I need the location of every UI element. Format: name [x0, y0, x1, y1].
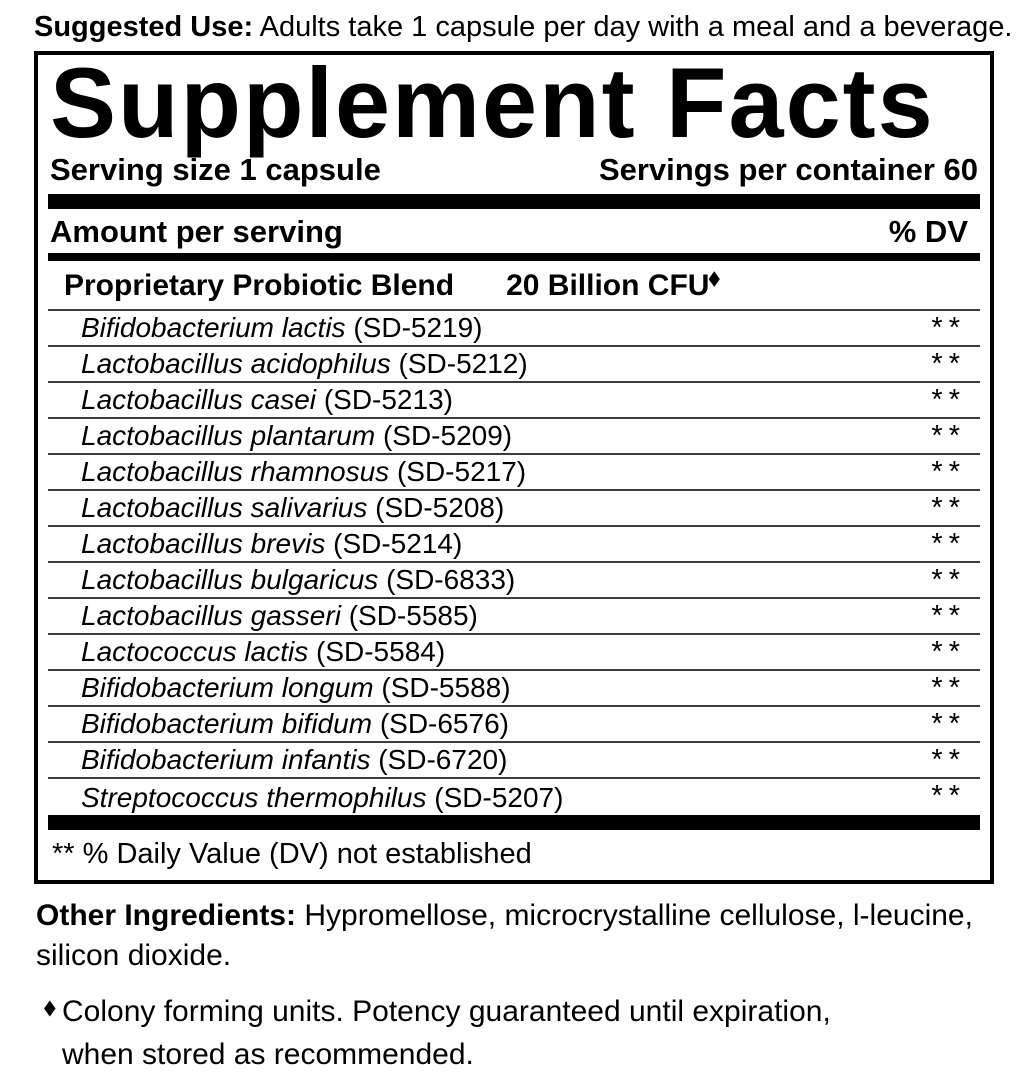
strain-dv-value: ** [931, 779, 966, 812]
strain-species: Lactobacillus salivarius [81, 491, 368, 523]
blend-row [48, 261, 980, 309]
heavy-rule-bottom [48, 815, 980, 830]
strain-row [48, 743, 980, 779]
strain-row [48, 383, 980, 419]
strain-name [48, 635, 446, 669]
serving-size: Serving size 1 capsule [50, 152, 381, 188]
suggested-use [34, 10, 1013, 44]
strain-species: Lactobacillus rhamnosus [81, 455, 390, 487]
strain-dv-value: ** [931, 743, 966, 776]
strain-dv-value: ** [931, 455, 966, 488]
strain-name [48, 311, 483, 345]
strain-row [48, 635, 980, 671]
strain-code: (SD-5212) [398, 347, 528, 379]
strain-species: Lactobacillus bulgaricus [81, 563, 379, 595]
strain-row [48, 707, 980, 743]
amount-per-serving-header: Amount per serving [50, 213, 343, 249]
blend-amount [506, 270, 724, 302]
strain-dv-value: ** [931, 491, 966, 524]
strain-row [48, 455, 980, 491]
strain-species: Lactobacillus plantarum [81, 419, 376, 451]
strain-dv-value: ** [931, 671, 966, 704]
strain-code: (SD-5207) [434, 781, 564, 813]
strain-row [48, 671, 980, 707]
strain-row [48, 311, 980, 347]
blend-name: Proprietary Probiotic Blend [64, 269, 455, 303]
other-ingredients-label: Other Ingredients: [36, 898, 297, 932]
strain-name [48, 455, 527, 489]
strain-name [48, 491, 505, 525]
strain-code: (SD-6833) [386, 563, 516, 595]
strain-name [48, 599, 478, 633]
percent-dv-header: % DV [888, 213, 968, 249]
cfu-note [44, 992, 994, 1075]
strain-code: (SD-5213) [323, 383, 453, 415]
strain-species: Lactobacillus gasseri [81, 599, 341, 631]
strain-row [48, 779, 980, 815]
medium-rule [48, 253, 980, 261]
strain-species: Bifidobacterium bifidum [81, 707, 373, 739]
strain-species: Lactobacillus acidophilus [81, 347, 391, 379]
strain-name [48, 563, 516, 597]
strain-code: (SD-6576) [379, 707, 509, 739]
strain-code: (SD-5588) [381, 671, 511, 703]
strain-list [48, 309, 980, 815]
strain-species: Bifidobacterium infantis [81, 743, 371, 775]
strain-name [48, 527, 463, 561]
serving-row [50, 154, 978, 187]
supplement-facts-panel [34, 47, 994, 884]
strain-code: (SD-6720) [378, 743, 508, 775]
strain-code: (SD-5585) [348, 599, 478, 631]
strain-code: (SD-5209) [382, 419, 513, 451]
strain-row [48, 347, 980, 383]
strain-species: Bifidobacterium longum [81, 671, 374, 703]
strain-code: (SD-5584) [316, 635, 446, 667]
heavy-rule-top [48, 194, 980, 209]
strain-row [48, 419, 980, 455]
strain-species: Streptococcus thermophilus [81, 781, 427, 813]
strain-species: Lactobacillus brevis [81, 527, 326, 559]
strain-dv-value: ** [931, 347, 966, 380]
strain-species: Lactobacillus casei [81, 383, 317, 415]
diamond-icon: ◆ [44, 995, 56, 1019]
suggested-use-label: Suggested Use: [34, 11, 254, 43]
dv-footnote: ** % Daily Value (DV) not established [52, 837, 532, 870]
strain-name [48, 671, 511, 705]
cfu-note-line2: when stored as recommended. [62, 1037, 474, 1071]
strain-name [48, 743, 508, 777]
amount-header-row [48, 209, 980, 254]
strain-dv-value: ** [931, 599, 966, 632]
strain-dv-value: ** [931, 707, 966, 740]
strain-name [48, 707, 509, 741]
strain-dv-value: ** [931, 419, 966, 452]
strain-code: (SD-5214) [333, 527, 463, 559]
strain-name [48, 419, 513, 453]
strain-name [48, 347, 528, 381]
strain-dv-value: ** [931, 527, 966, 560]
other-ingredients-line1: Hypromellose, microcrystalline cellulose, l-leucine, [304, 898, 973, 932]
diamond-icon: ◆ [709, 268, 720, 290]
strain-row [48, 527, 980, 563]
panel-title: Supplement Facts [50, 47, 935, 158]
strain-row [48, 563, 980, 599]
strain-species: Bifidobacterium lactis [81, 311, 346, 343]
strain-name [48, 383, 453, 417]
strain-code: (SD-5217) [396, 455, 527, 487]
strain-name [48, 781, 564, 815]
strain-row [48, 599, 980, 635]
strain-code: (SD-5208) [375, 491, 505, 523]
strain-code: (SD-5219) [353, 311, 483, 343]
strain-dv-value: ** [931, 563, 966, 596]
servings-per-container: Servings per container 60 [598, 152, 978, 188]
strain-row [48, 491, 980, 527]
other-ingredients-line2: silicon dioxide. [36, 938, 232, 972]
suggested-use-text: Adults take 1 capsule per day with a meal and a beverage. [259, 11, 1013, 43]
cfu-note-line1: Colony forming units. Potency guaranteed until expiration, [62, 994, 831, 1028]
blend-amount-text: 20 Billion CFU [506, 269, 710, 303]
strain-species: Lactococcus lactis [81, 635, 309, 667]
strain-dv-value: ** [931, 383, 966, 416]
other-ingredients [36, 896, 994, 976]
strain-dv-value: ** [931, 635, 966, 668]
strain-dv-value: ** [931, 311, 966, 344]
